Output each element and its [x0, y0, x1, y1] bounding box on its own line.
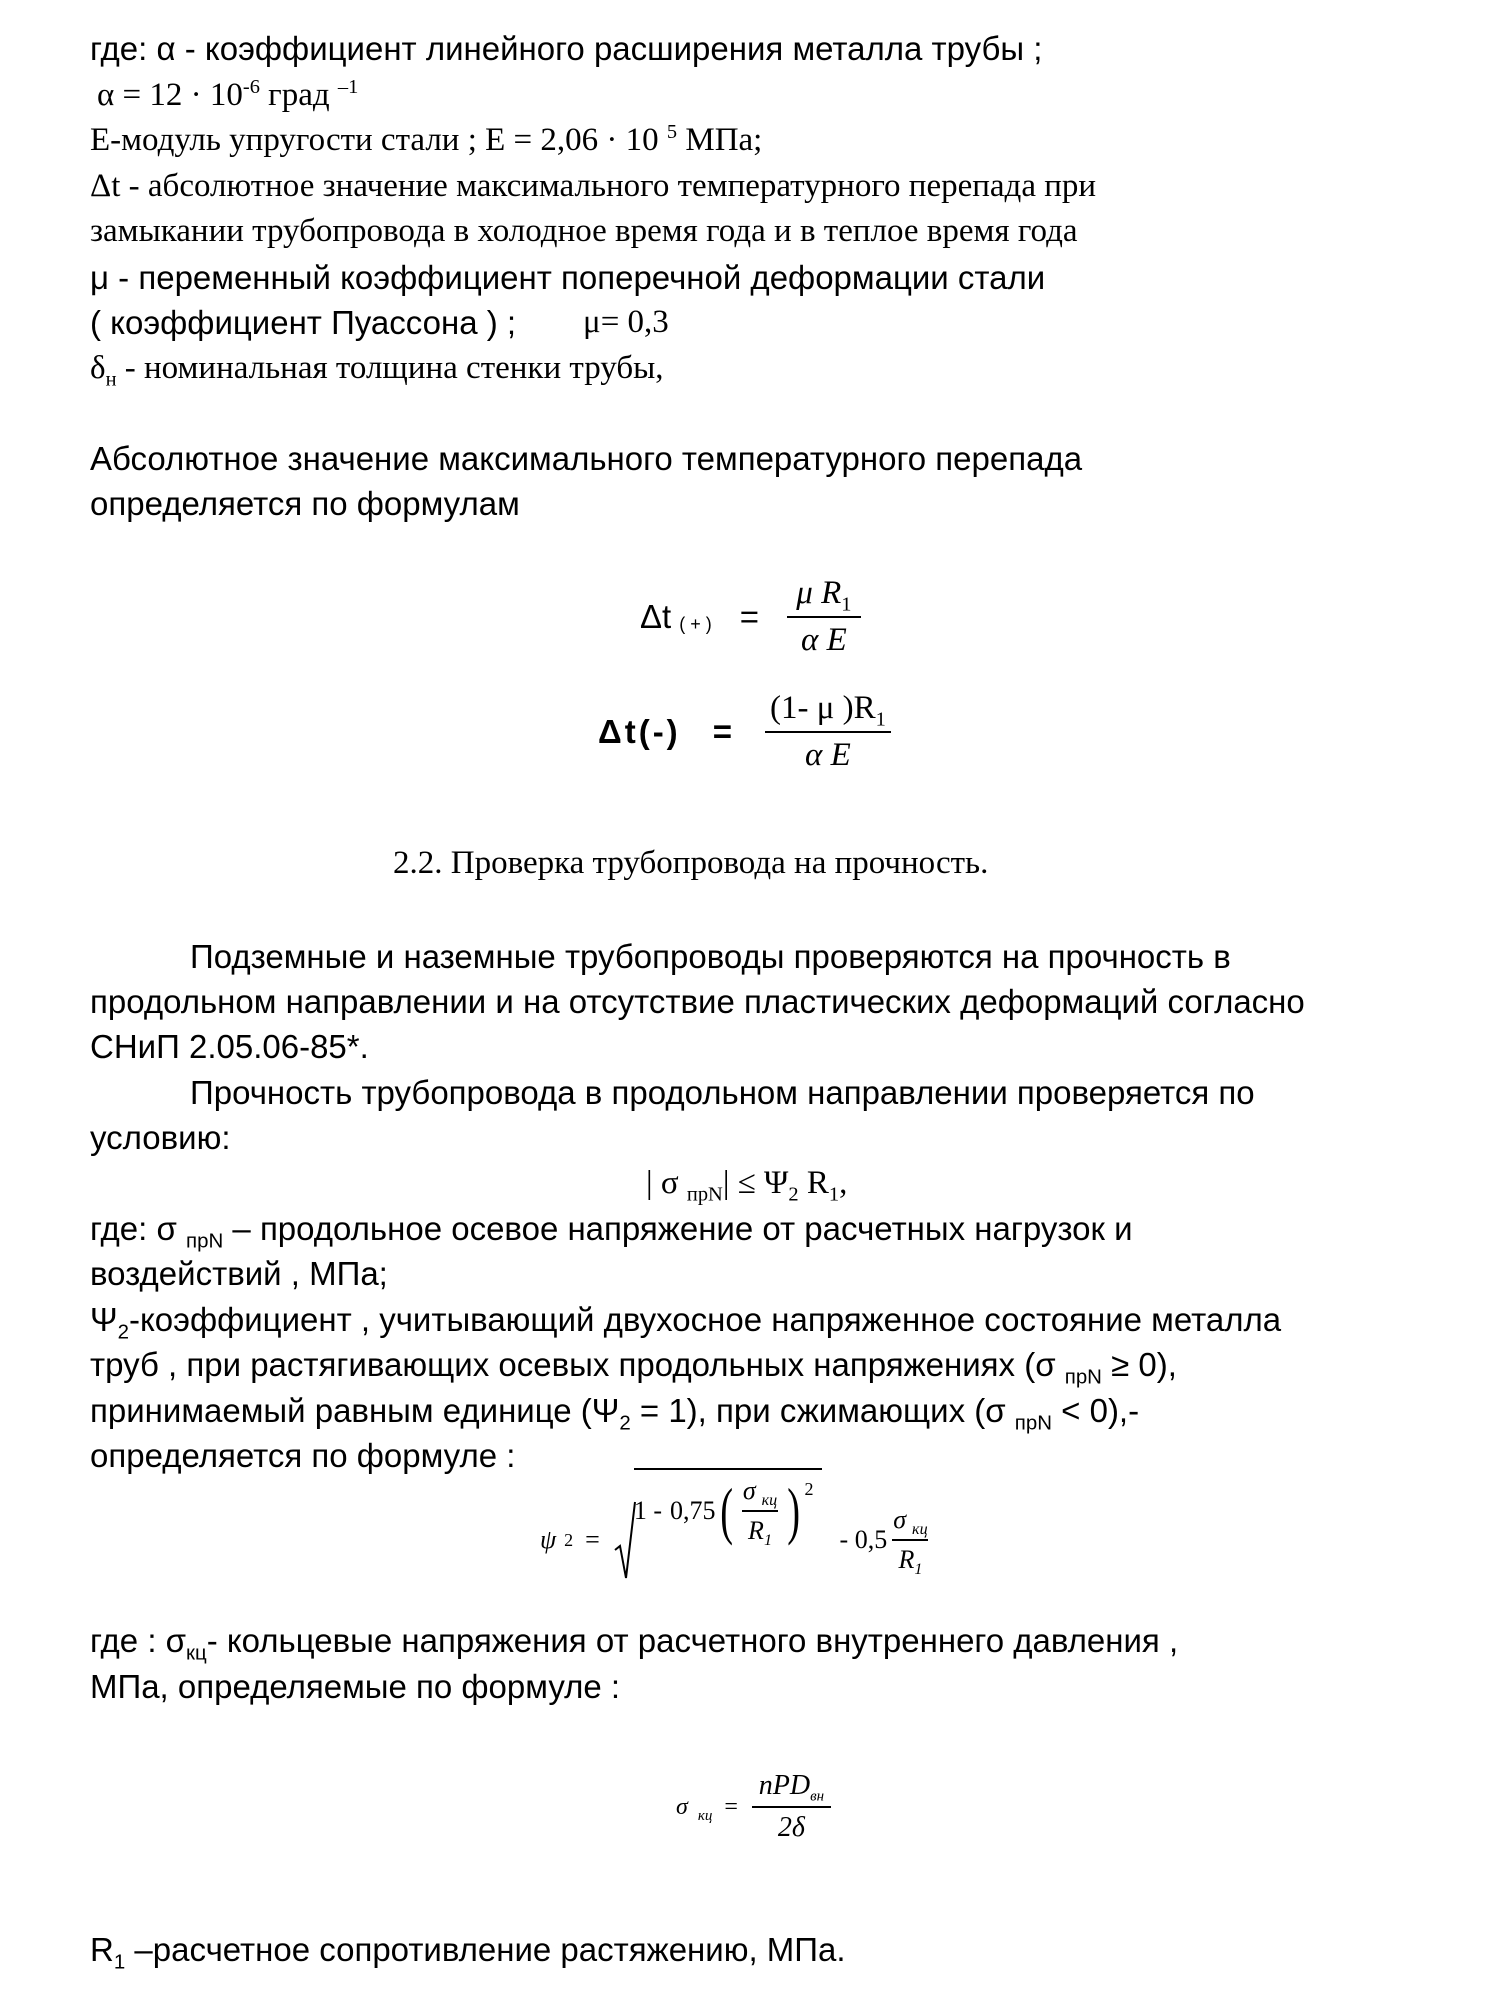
text: -коэффициент , учитывающий двухосное напряженное состояние металла: [128, 1301, 1282, 1338]
text: ( коэффициент Пуассона ) ;: [90, 304, 517, 341]
formula-psi2: ψ 2 = 1 - 0,75 ( $\frac{\sigma _{кц}}{R_1}$ ) 2 - 0,5 $\frac{\sigma _{кц}}{R_1}$: [540, 1500, 934, 1580]
formula-lhs: σ: [676, 1793, 688, 1820]
text: σ: [893, 1505, 907, 1534]
text: δ: [90, 350, 106, 386]
text-line-modulus: [90, 121, 763, 158]
text-line-mu: [90, 261, 1045, 294]
text: определяется по формулам: [90, 485, 520, 522]
subscript: 1: [113, 1950, 126, 1974]
text: Ψ: [90, 1301, 118, 1338]
subscript: 2: [788, 1183, 799, 1206]
text: продольном направлении и на отсутствие пластических деформаций согласно: [90, 983, 1305, 1020]
subscript: 1: [841, 593, 852, 616]
text: α = 12 · 10: [97, 77, 243, 113]
denominator: 2δ: [752, 1806, 831, 1844]
text: – продольное осевое напряжение от расчетных нагрузок и: [223, 1210, 1133, 1247]
sqrt-content: 1 - 0,75 ( $\frac{\sigma _{кц}}{R_1}$ ) 2: [634, 1468, 822, 1548]
text-line-psi-def: [90, 1301, 1282, 1344]
denominator: [742, 1510, 778, 1550]
text-line-abs-value: [90, 442, 1223, 475]
numerator: [753, 1770, 830, 1806]
formula-subscript: ( + ): [679, 613, 712, 634]
subscript: вн: [810, 1788, 825, 1805]
fraction: [752, 1770, 831, 1844]
text: замыкании трубопровода в холодное время года и в теплое время года: [90, 213, 1078, 249]
text: < 0),-: [1051, 1392, 1140, 1429]
text: μ= 0,3: [583, 304, 669, 340]
fraction: [737, 1476, 783, 1550]
subscript: прN: [1014, 1411, 1052, 1435]
text-line-ring-stress: [90, 1622, 1412, 1665]
text-line-accepted: [90, 1392, 1140, 1435]
equals-sign: =: [585, 1525, 600, 1554]
text-line-sigma-def: [90, 1210, 1133, 1253]
text-line-poisson: [90, 306, 516, 339]
text: 0,75: [670, 1496, 716, 1525]
text: μ - переменный коэффициент поперечной деформации стали: [90, 259, 1046, 296]
fraction: [764, 690, 892, 774]
subscript: прN: [186, 1229, 224, 1253]
text-line-by-formula: [90, 1439, 515, 1472]
text-line-r1-def: [90, 1931, 846, 1974]
formula-delta-t-minus: [598, 690, 892, 774]
text: R: [90, 1931, 114, 1968]
subscript: 1: [914, 1561, 923, 1579]
text: R: [748, 1516, 764, 1545]
text: - кольцевые напряжения от расчетного внутреннего давления ,: [206, 1622, 1179, 1659]
fraction: [787, 575, 861, 659]
equals-sign: =: [712, 713, 732, 750]
text-line-strength-check: [190, 1076, 1452, 1109]
subscript: 1: [875, 708, 886, 731]
formula-strength-condition: [646, 1165, 848, 1206]
text-line-delta-t: [90, 170, 1096, 203]
text-line-alpha-definition: [90, 32, 1184, 65]
text-line-tensile: [90, 1346, 1177, 1389]
text: nP: [758, 1770, 790, 1801]
text: МПа, определяемые по формуле :: [90, 1668, 621, 1705]
text: - номинальная толщина стенки трубы,: [116, 350, 664, 386]
formula-sigma-kc: σ кц = $\frac{nPD_{вн}}{2\delta}$: [676, 1770, 831, 1844]
section-heading: [393, 847, 988, 880]
formula-delta-t-plus: [640, 575, 861, 659]
text-line-mpa-formula: [90, 1670, 620, 1703]
text: R: [798, 1165, 829, 1201]
text: СНиП 2.05.06-85*.: [90, 1028, 369, 1065]
text: D: [789, 1770, 811, 1801]
text: σ: [742, 1476, 756, 1505]
equals-sign: =: [724, 1793, 738, 1820]
text-line-impacts: [90, 1257, 388, 1290]
text: Подземные и наземные трубопроводы проверяются на прочность в: [190, 938, 1231, 975]
text: (1- μ )R: [769, 690, 876, 726]
formula-lhs: ψ: [540, 1525, 557, 1554]
text-line-snip: [90, 1030, 369, 1063]
equals-sign: =: [739, 598, 760, 635]
denominator: α E: [765, 731, 891, 774]
subscript: кц: [186, 1641, 207, 1665]
text-line-delta-n: [90, 350, 664, 391]
numerator: [764, 690, 892, 731]
text-line-longitudinal: [90, 985, 1412, 1018]
sqrt-sign-icon: [614, 1500, 636, 1580]
text: МПа;: [677, 122, 763, 158]
text: град: [259, 77, 338, 113]
text: где : σ: [90, 1622, 187, 1659]
text: Δt - абсолютное значение максимального температурного перепада при: [90, 168, 1097, 204]
text: где: α - коэффициент линейного расширения металла трубы ;: [90, 30, 1043, 67]
text: Е-модуль упругости стали ; Е = 2,06 · 10: [90, 122, 667, 158]
subscript: кц: [761, 1492, 778, 1510]
text: R: [898, 1545, 915, 1574]
formula-lhs: Δt(-): [598, 713, 681, 750]
numerator: [887, 1505, 933, 1539]
superscript: –1: [337, 76, 359, 98]
text: ,: [839, 1165, 848, 1201]
text: = 1), при сжимающих (σ: [630, 1392, 1015, 1429]
text: определяется по формуле :: [90, 1437, 516, 1474]
formula-lhs: Δt: [640, 598, 672, 635]
text-line-underground: [190, 940, 1412, 973]
text: условию:: [90, 1119, 231, 1156]
text: где: σ: [90, 1210, 187, 1247]
subscript: 2: [619, 1411, 631, 1435]
text: | σ: [646, 1165, 687, 1201]
text: - 0,5: [839, 1525, 888, 1554]
text: | ≤ Ψ: [722, 1165, 789, 1201]
text: 1 -: [633, 1496, 662, 1525]
superscript: 5: [666, 121, 678, 143]
text-line-formulas: [90, 487, 520, 520]
text: 2.2. Проверка трубопровода на прочность.: [393, 845, 989, 881]
subscript: прN: [1064, 1365, 1102, 1389]
subscript: 1: [828, 1183, 840, 1206]
text: –расчетное сопротивление растяжению, МПа.: [125, 1931, 846, 1968]
text: труб , при растягивающих осевых продольных напряжениях (σ: [90, 1346, 1065, 1383]
fraction: [887, 1505, 933, 1579]
superscript: -6: [242, 76, 260, 98]
subscript: 1: [763, 1532, 772, 1550]
paren-right: ): [787, 1475, 801, 1546]
subscript: н: [105, 368, 117, 391]
subscript: кц: [912, 1521, 928, 1539]
subscript: прN: [686, 1183, 723, 1206]
text: Прочность трубопровода в продольном направлении проверяется по: [190, 1074, 1255, 1111]
text: принимаемый равным единице (Ψ: [90, 1392, 620, 1429]
text-line-condition: [90, 1121, 231, 1154]
text: μ R: [796, 575, 842, 611]
denominator: α E: [787, 616, 861, 659]
text: воздействий , МПа;: [90, 1255, 388, 1292]
subscript: 2: [117, 1320, 129, 1344]
text: [90, 1622, 1179, 1665]
text-line-alpha-value: [97, 76, 359, 113]
text: Абсолютное значение максимального температурного перепада: [90, 440, 1083, 477]
paren-left: (: [719, 1475, 733, 1546]
numerator: [737, 1476, 783, 1510]
text-line-closure: [90, 215, 1078, 248]
numerator: [790, 575, 857, 616]
text-mu-value: [583, 306, 669, 339]
text: ≥ 0),: [1101, 1346, 1177, 1383]
denominator: [892, 1539, 928, 1579]
